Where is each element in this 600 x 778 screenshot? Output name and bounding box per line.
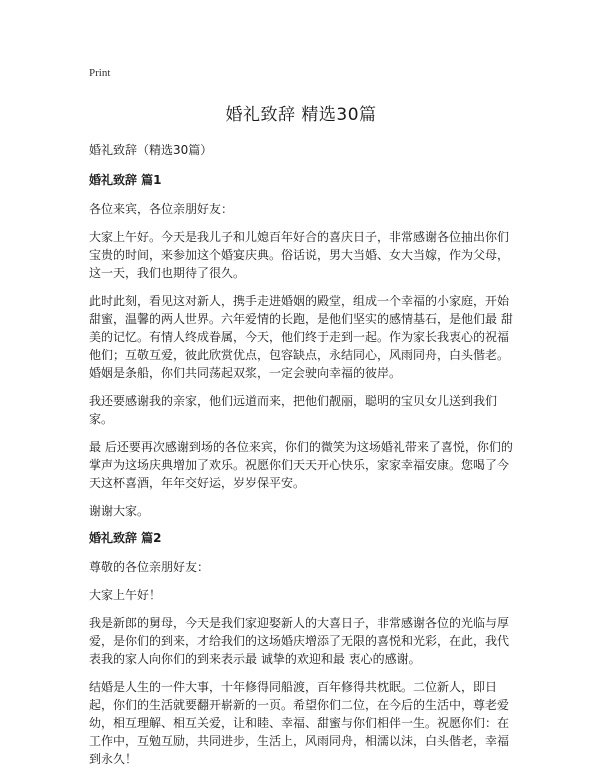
page-title: 婚礼致辞 精选30篇 bbox=[225, 105, 377, 125]
paragraph: 此时此刻，看见这对新人，携手走进婚姻的殿堂，组成一个幸福的小家庭，开始甜蜜，温馨的两人世界。六年爱情的长跑，是他们坚实的感情基石，是他们最 甜美的记忆。有情人终成眷属，今天，他们终于走到一起。作为家长我衷心的祝福他们；互敬互爱，彼此欣赏优点，包容缺点，永结同心，风雨同舟，白头偕老。婚姻是条船，你们共同荡起双浆，一定会驶向幸福的彼岸。 bbox=[89, 294, 513, 380]
paragraph: 最 后还要再次感谢到场的各位来宾，你们的微笑为这场婚礼带来了喜悦，你们的掌声为这场庆典增加了欢乐。祝愿你们天天开心快乐，家家幸福安康。您喝了今天这杯喜酒，年年交好运，岁岁保平安。 bbox=[89, 440, 513, 490]
paragraph: 我还要感谢我的亲家，他们远道而来，把他们靓丽，聪明的宝贝女儿送到我们家。 bbox=[89, 394, 498, 426]
paragraph: 各位来宾，各位亲朋好友： bbox=[89, 202, 234, 216]
document-subtitle: 婚礼致辞（精选30篇） bbox=[89, 143, 213, 157]
paragraph: 谢谢大家。 bbox=[89, 504, 150, 518]
paragraph: 结婚是人生的一件大事，十年修得同船渡，百年修得共枕眠。二位新人，即日起，你们的生活就要翻开崭新的一页。希望你们二位，在今后的生活中，尊老爱幼，相互理解、相互关爱，让和睦、幸福、甜蜜与你们相伴一生。祝愿你们：在工作中，互勉互励，共同进步，生活上，风雨同舟，相濡以沫，白头偕老，幸福到永久！ bbox=[89, 680, 510, 766]
paragraph: 大家上午好。今天是我儿子和儿媳百年好合的喜庆日子，非常感谢各位抽出你们宝贵的时间，来参加这个婚宴庆典。俗话说，男大当婚、女大当嫁，作为父母，这一天，我们也期待了很久。 bbox=[89, 230, 510, 280]
section-heading: 婚礼致辞 篇1 bbox=[89, 173, 162, 187]
section-2 bbox=[89, 530, 513, 768]
document-page bbox=[89, 66, 513, 778]
paragraph: 尊敬的各位亲朋好友： bbox=[89, 560, 210, 574]
paragraph: 我是新郎的舅母，今天是我们家迎娶新人的大喜日子，非常感谢各位的光临与厚爱，是你们的到来，才给我们的这场婚庆增添了无限的喜悦和光彩，在此，我代表我的家人向你们的到来表示最 诚挚的欢迎和最 衷心的感谢。 bbox=[89, 616, 510, 666]
section-1 bbox=[89, 172, 513, 520]
section-heading: 婚礼致辞 篇2 bbox=[89, 531, 162, 545]
print-label: Print bbox=[89, 67, 111, 79]
paragraph: 大家上午好！ bbox=[89, 588, 162, 602]
